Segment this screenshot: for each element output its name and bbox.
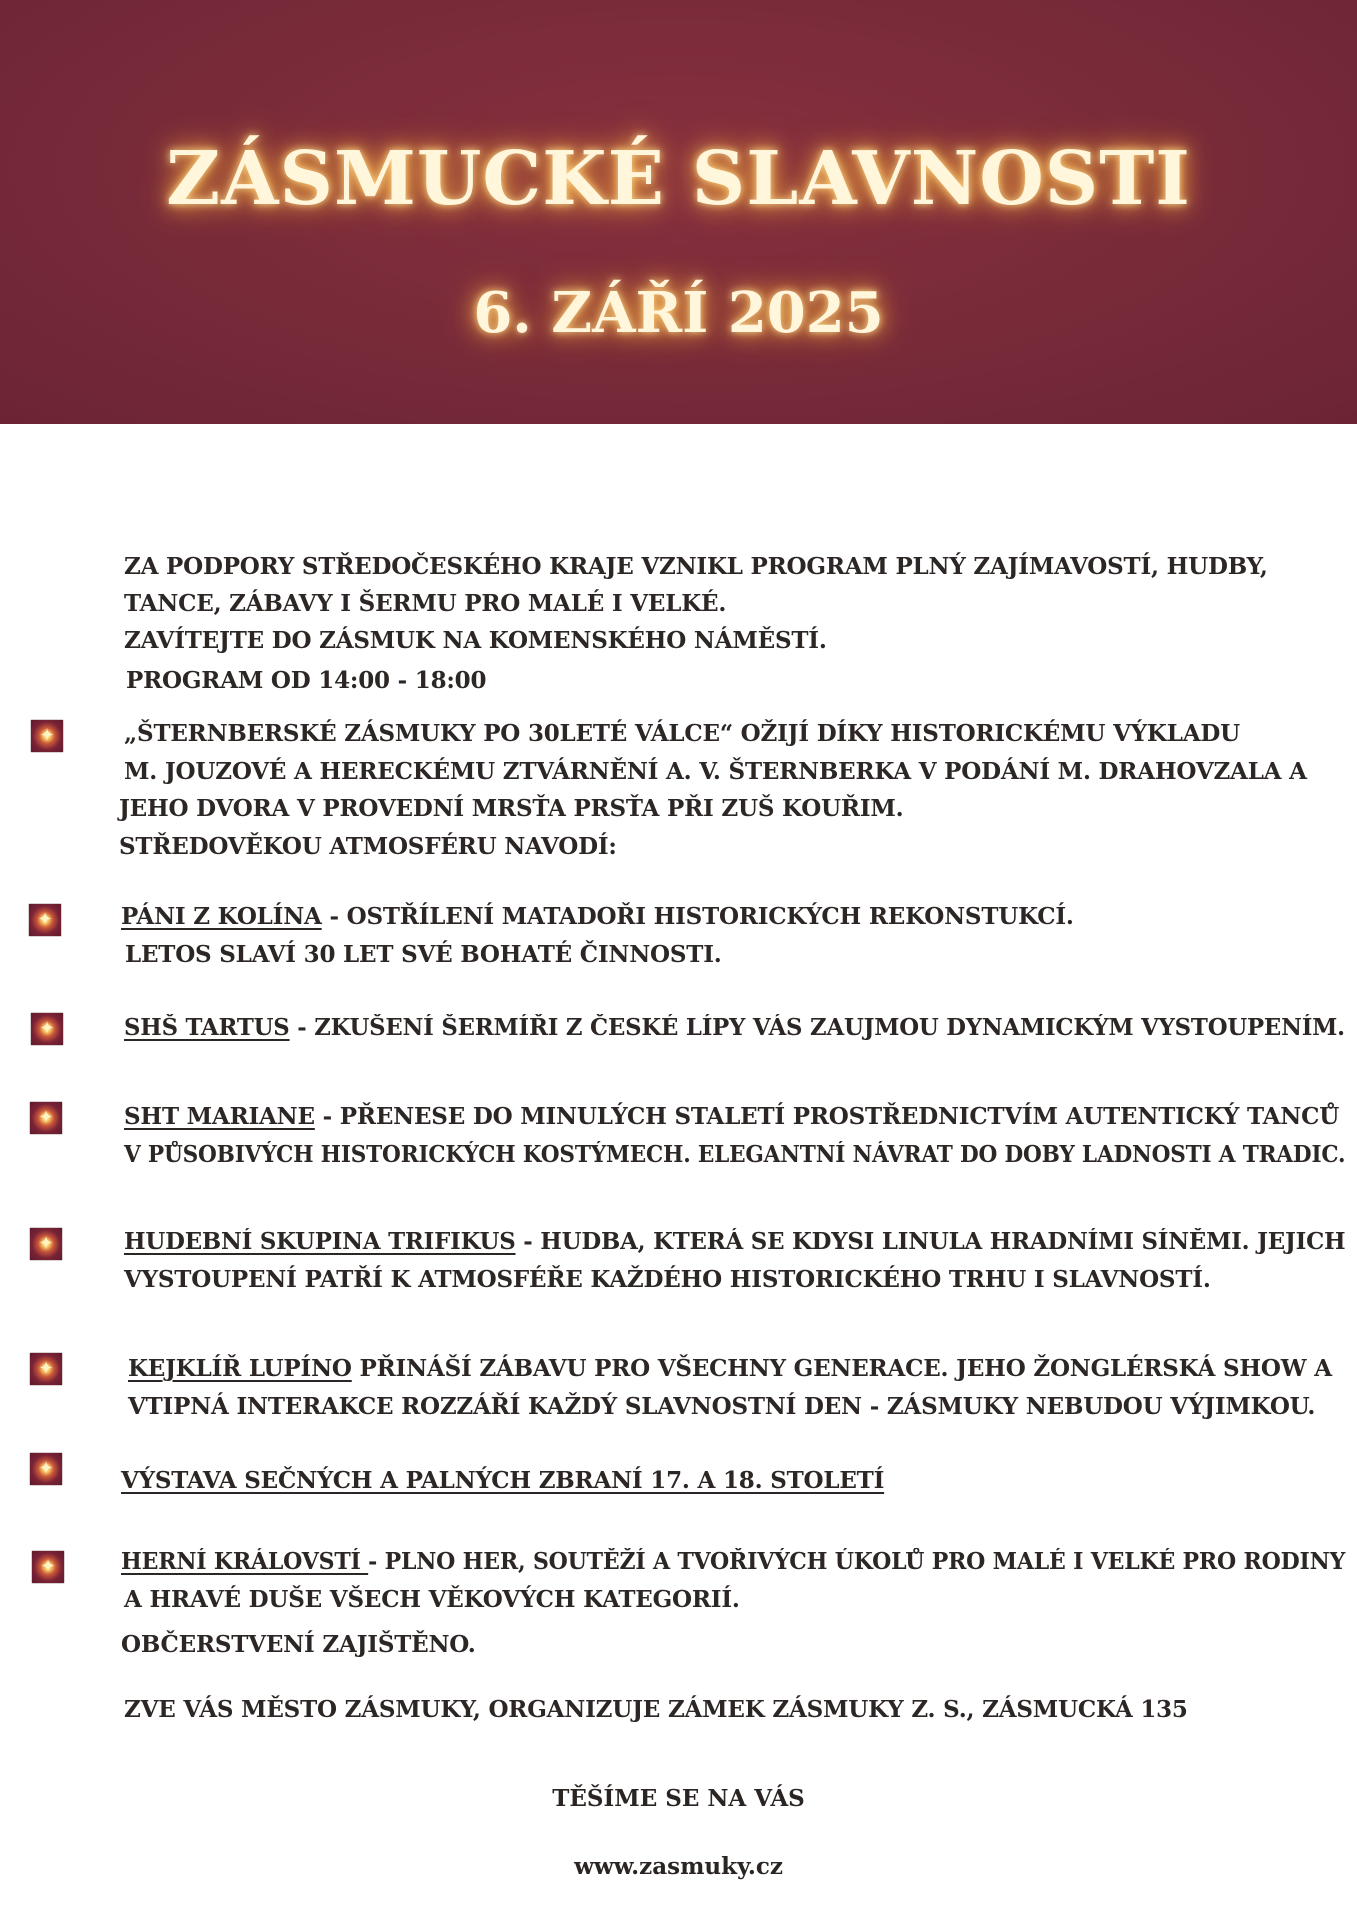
activity-name: HERNÍ KRÁLOVSTÍ (121, 1548, 369, 1575)
list-item: JEHO DVORA V PROVEDNÍ MRSŤA PRSŤA PŘI ZUŠ KOUŘIM. (119, 795, 904, 822)
performer-name: HUDEBNÍ SKUPINA TRIFIKUS (124, 1228, 516, 1255)
star-bullet-icon (30, 1453, 62, 1485)
list-item (121, 903, 1074, 930)
list-item: A HRAVÉ DUŠE VŠECH VĚKOVÝCH KATEGORIÍ. (124, 1586, 740, 1613)
list-item (121, 1548, 1345, 1575)
performer-description: - ZKUŠENÍ ŠERMÍŘI Z ČESKÉ LÍPY VÁS ZAUJMOU DYNAMICKÝM VYSTOUPENÍM. (289, 1014, 1345, 1041)
performer-name: PÁNI Z KOLÍNA (121, 903, 322, 930)
intro-line: TANCE, ZÁBAVY I ŠERMU PRO MALÉ I VELKÉ. (124, 590, 727, 617)
page-title: ZÁSMUCKÉ SLAVNOSTI (166, 136, 1191, 222)
star-bullet-icon (30, 1353, 62, 1385)
performer-name: SHT MARIANE (124, 1103, 315, 1130)
list-item: LETOS SLAVÍ 30 LET SVÉ BOHATÉ ČINNOSTI. (125, 941, 722, 968)
refreshments-note: OBČERSTVENÍ ZAJIŠTĚNO. (121, 1631, 476, 1658)
header-banner (0, 0, 1357, 424)
list-item: V PŮSOBIVÝCH HISTORICKÝCH KOSTÝMECH. ELEGANTNÍ NÁVRAT DO DOBY LADNOSTI A TRADIC. (124, 1141, 1346, 1168)
list-item (124, 1228, 1345, 1255)
performer-description: - OSTŘÍLENÍ MATADOŘI HISTORICKÝCH REKONSTUKCÍ. (321, 903, 1074, 930)
list-item: „ŠTERNBERSKÉ ZÁSMUKY PO 30LETÉ VÁLCE“ OŽIJÍ DÍKY HISTORICKÉMU VÝKLADU (124, 720, 1240, 747)
website-link[interactable]: www.zasmuky.cz (574, 1853, 783, 1880)
intro-line: ZA PODPORY STŘEDOČESKÉHO KRAJE VZNIKL PROGRAM PLNÝ ZAJÍMAVOSTÍ, HUDBY, (124, 553, 1268, 580)
exhibition-name: VÝSTAVA SEČNÝCH A PALNÝCH ZBRANÍ 17. A 18. STOLETÍ (121, 1467, 885, 1494)
event-date: 6. ZÁŘÍ 2025 (473, 280, 884, 346)
performer-description: - PŘENESE DO MINULÝCH STALETÍ PROSTŘEDNICTVÍM AUTENTICKÝ TANCŮ (314, 1103, 1340, 1130)
star-bullet-icon (31, 720, 63, 752)
star-bullet-icon (32, 1551, 64, 1583)
list-item: M. JOUZOVÉ A HERECKÉMU ZTVÁRNĚNÍ A. V. ŠTERNBERKA V PODÁNÍ M. DRAHOVZALA A (124, 758, 1307, 785)
performer-description: PŘINÁŠÍ ZÁBAVU PRO VŠECHNY GENERACE. JEHO ŽONGLÉRSKÁ SHOW A (351, 1355, 1332, 1382)
performer-name: SHŠ TARTUS (124, 1014, 290, 1041)
list-item (128, 1355, 1332, 1382)
list-item (121, 1467, 884, 1494)
star-bullet-icon (30, 1102, 62, 1134)
list-item: VTIPNÁ INTERAKCE ROZZÁŘÍ KAŽDÝ SLAVNOSTNÍ DEN - ZÁSMUKY NEBUDOU VÝJIMKOU. (128, 1393, 1316, 1420)
list-item: VYSTOUPENÍ PATŘÍ K ATMOSFÉŘE KAŽDÉHO HISTORICKÉHO TRHU I SLAVNOSTÍ. (124, 1266, 1211, 1293)
list-item (124, 1014, 1345, 1041)
star-bullet-icon (31, 1013, 63, 1045)
program-time: PROGRAM OD 14:00 - 18:00 (126, 667, 487, 694)
performer-description: - HUDBA, KTERÁ SE KDYSI LINULA HRADNÍMI SÍNĚMI. JEJICH (515, 1228, 1346, 1255)
activity-description: - PLNO HER, SOUTĚŽÍ A TVOŘIVÝCH ÚKOLŮ PRO MALÉ I VELKÉ PRO RODINY (368, 1548, 1346, 1575)
star-bullet-icon (29, 904, 61, 936)
intro-line: ZAVÍTEJTE DO ZÁSMUK NA KOMENSKÉHO NÁMĚSTÍ. (124, 627, 827, 654)
star-bullet-icon (30, 1228, 62, 1260)
organizer-note: ZVE VÁS MĚSTO ZÁSMUKY, ORGANIZUJE ZÁMEK ZÁSMUKY Z. S., ZÁSMUCKÁ 135 (124, 1696, 1188, 1723)
list-item (124, 1103, 1339, 1130)
closing-text: TĚŠÍME SE NA VÁS (552, 1785, 805, 1812)
list-item: STŘEDOVĚKOU ATMOSFÉRU NAVODÍ: (119, 833, 617, 860)
performer-name: KEJKLÍŘ LUPÍNO (128, 1355, 352, 1382)
